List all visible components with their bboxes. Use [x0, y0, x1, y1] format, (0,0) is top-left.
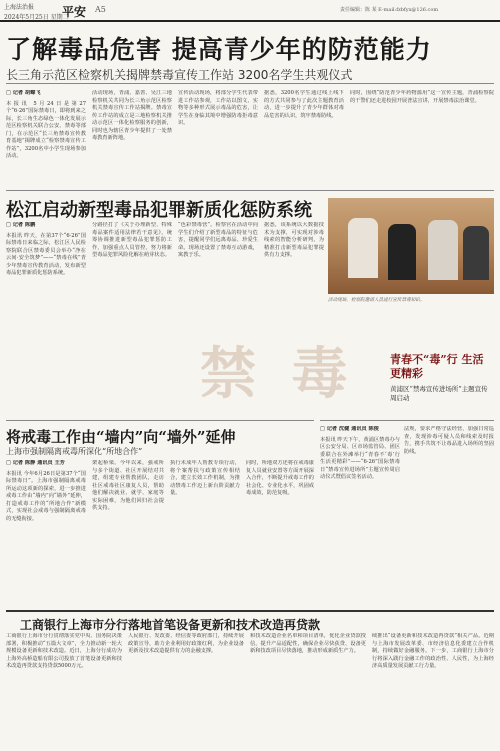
- story4-text-2: 人民银行、发改委、经信委等政府部门，持续开展政策宣导，助力企业利用好政策红利，为企业设备更新及技术改造提供有力的金融支撑。: [128, 633, 244, 654]
- story2-text-1: 本报讯 昨天，在第37个“6·26”国际禁毒日来临之际，松江区人民检察院联合区禁毒委员会举办“净在云间·安全筑梦”——“禁毒在线”青少年禁毒宣传教育活动，发布新型毒品犯罪新质化惩防系统。: [6, 232, 86, 276]
- story2-text-2: 分路径打了《关于办理新型、特殊毒品案件适用法律若干意见》，统筹协调推进新型毒品犯罪惩防工作，加强重点人员管控，努力将新型毒品犯罪风险化解在萌芽状态。: [92, 222, 172, 258]
- story3-text-3: 执行未成年人帮教专项行动，将个案帮扶与政策宣传相结合，建立长效工作机制，为推动禁毒工作迈上新台阶贡献力量。: [170, 460, 240, 496]
- story4-column-3: [250, 633, 366, 745]
- side-byline: □ 记者 沈健 通讯员 陈俊: [320, 426, 379, 432]
- story2-text-4: 据悉，该系统以大数据技术为支撑，可实现对涉毒线索的智能分析研判，为精准打击新型毒品犯罪提供有力支撑。: [264, 222, 324, 258]
- story4-text-1: 工商银行上海市分行贯彻落实党中央、国务院决策部署，积极推动“五篇大文章”，全力推动新一轮大规模设备更新和技术改造。近日，上海分行成功为上海外高桥造船有限公司投放了首笔设备更新和技术改造再贷款支持贷款5000万元。: [6, 633, 122, 669]
- lead-byline: □ 记者 胡蝶飞: [6, 90, 41, 96]
- story4-column-4: [372, 633, 494, 745]
- story4-column-1: [6, 633, 122, 745]
- page-number: A5: [95, 5, 106, 14]
- lead-text-4: 据悉，3200名学生通过线上线下的方式共同参与了此次主题教育活动，进一步提升了青少年群体对毒品危害的认识，筑牢禁毒防线。: [264, 90, 344, 119]
- lead-text-5: 同时，围绕“防范青少年药物滥用”这一宣传主题，青浦检察院的干警们还走进校园开展普法宣讲，开展禁毒法治课堂。: [350, 90, 494, 104]
- photo-caption: 活动现场，检察院邀请人员进行宣传禁毒知识。: [328, 298, 425, 303]
- story3-column-1: [6, 460, 86, 585]
- lead-subhead: 长三角示范区检察机关揭牌禁毒宣传工作站 3200名学生共观仪式: [6, 68, 353, 82]
- news-photo: [328, 198, 494, 294]
- story3-column-4: [246, 460, 314, 585]
- story2-headline: 松江启动新型毒品犯罪新质化惩防系统: [6, 200, 312, 221]
- lead-column-5: [350, 90, 494, 185]
- lead-text-2: 活动现场，青浦、嘉善、吴江三地检察机关共同为长三角示范区检察机关禁毒宣传工作站揭牌。禁毒宣传工作站的成立是三地检察机关推动示范区一体化检察服务的创新，同时也为辖区青少年提供了一处禁毒教育新阵地。: [92, 90, 172, 141]
- story4-column-2: [128, 633, 244, 745]
- story3-text-4: 同时，所地双方还将在戒毒康复人员就业安置等方面开展深入合作，不断提升戒毒工作的社会化、专业化水平，巩固戒毒成效，防范复吸。: [246, 460, 314, 496]
- masthead: [0, 0, 500, 22]
- lead-column-1: [6, 90, 86, 185]
- divider: [320, 420, 494, 421]
- side-text-1: 本报讯 昨天下午，黄浦区禁毒办与区公安分局、区市场监管局、团区委联合在外滩举行“青春不‘毒’行 生活更精彩”——“6·26”国际禁毒日“禁毒宣传进场所”主题宣传周启动仪式暨倡议签名活动。: [320, 436, 400, 480]
- divider: [6, 190, 494, 191]
- publication-date: 2024年5月25日 星期二: [4, 14, 69, 21]
- side-headline: 青春不“毒”行 生活更精彩: [390, 353, 484, 380]
- lead-text-3: 宣传活动现场，将部分学生代表带进工作站参观，工作站以图文、实物等多种形式展示毒品的危害，让学生在身临其境中增强防毒拒毒意识。: [178, 90, 258, 126]
- watermark: 禁 毒: [200, 341, 356, 407]
- side-column-2: [404, 426, 494, 586]
- side-subhead: 黄浦区“禁毒宣传进场所”主题宣传周启动: [390, 385, 488, 402]
- lead-column-3: [178, 90, 258, 185]
- editor-info: 责任编辑：陈 某 E-mail:fzbfyx@126.com: [340, 7, 439, 13]
- story3-headline: 将戒毒工作由“墙内”向“墙外”延伸: [6, 428, 236, 446]
- story2-text-3: “色彩禁毒营”。检察官在活动中向学生们介绍了新型毒品的特征与危害，提醒同学们远离毒品、珍爱生命。现场还设置了禁毒互动游戏，寓教于乐。: [178, 222, 258, 258]
- story4-text-4: 续推出“设备更新和技术改造再贷款”相关产品，近期与上海市发展改革委、市经济信息化委建立合作机制，持续做好金融服务。下一步，工商银行上海市分行将深入践行金融工作的政治性、人民性，为上海经济高质量发展贡献工行力量。: [372, 633, 494, 669]
- lead-column-4: [264, 90, 344, 185]
- divider: [6, 83, 494, 84]
- side-text-2: 法规，要求严格守法经营，加强日常巡查，发现涉毒可疑人员和线索及时报告，携手共筑不让毒品进入场所的坚固防线。: [404, 426, 494, 455]
- lead-text-1: 本报讯 5月24日是第27个“6·26”国际禁毒日，即将到来之际，长三角生态绿色一体化发展示范区检察机关联合公安、禁毒等部门，在示范区“长三角禁毒宣传教育基地”揭牌成立“检察禁毒宣传工作站”，3200名中小学生现场参加活动。: [6, 100, 86, 159]
- side-column-1: [320, 426, 400, 586]
- divider: [6, 610, 494, 612]
- story3-text-1: 本报讯 今年6月26日是第37个“国际禁毒日”。上海市强制隔离戒毒所运动这项新的探索，进一步推进戒毒工作由“墙内”向“墙外”延伸，打造戒毒工作的“所地合作”新模式，实现社会戒毒与强制隔离戒毒的无缝衔接。: [6, 470, 86, 522]
- section-name: 平安: [62, 5, 87, 19]
- story4-headline: 工商银行上海市分行落地首笔设备更新和技术改造再贷款: [20, 618, 321, 632]
- newspaper-logo: 上海法治报: [4, 4, 35, 11]
- story3-byline: □ 记者 陈静 通讯员 王芳: [6, 460, 65, 466]
- story3-column-3: [170, 460, 240, 585]
- lead-column-2: [92, 90, 172, 185]
- lead-headline: 了解毒品危害 提高青少年的防范能力: [6, 35, 432, 64]
- story4-text-3: 和技术改造企业名单和项目清单，优化企业贷款授信，提升产品适配性，确保企业尽快获贷、设备更新和技改项目尽快落地，推动形成新质生产力。: [250, 633, 366, 654]
- story2-byline: □ 记者 陈鹏: [6, 222, 36, 228]
- story3-text-2: 架起桥梁。今年以来，强戒所与多个街道、社区开展结对共建，组建专业帮教团队，走访社区戒毒社区康复人员，帮助他们解决就业、就学、家庭等实际困难，为他们回归社会提供支持。: [92, 460, 164, 511]
- story2-column-2: [92, 222, 172, 417]
- story3-column-2: [92, 460, 164, 585]
- story3-subhead: 上海市强制隔离戒毒所深化“所地合作”: [6, 447, 143, 456]
- divider: [6, 420, 314, 421]
- story2-column-1: [6, 222, 86, 417]
